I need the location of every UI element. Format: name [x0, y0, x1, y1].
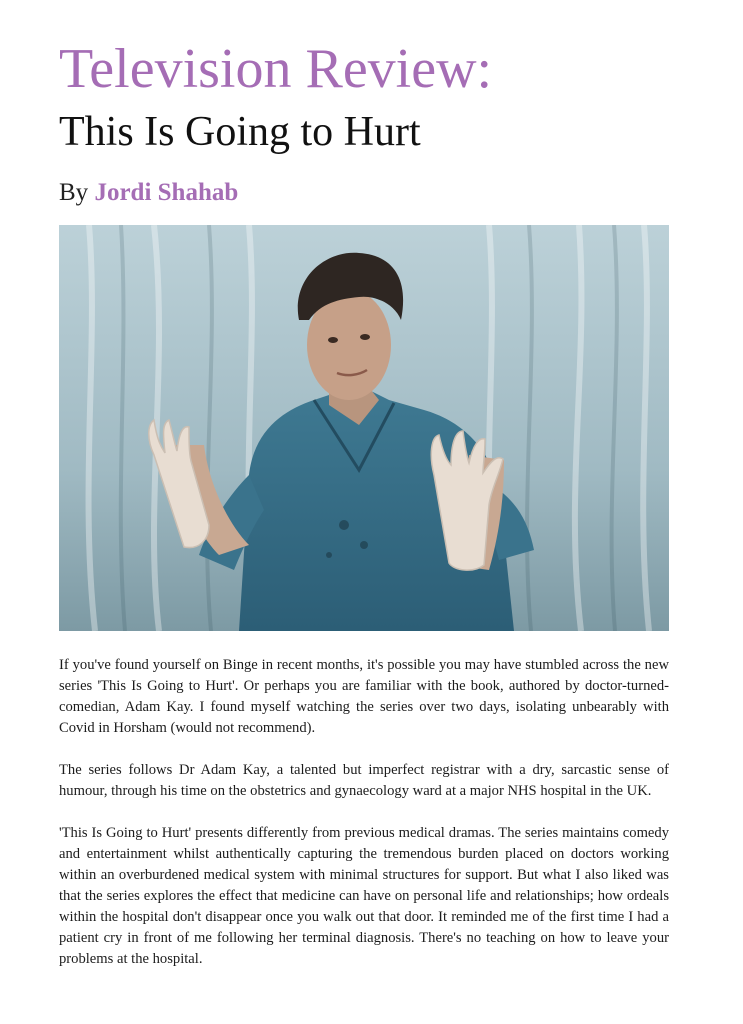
hero-image — [59, 225, 669, 631]
hero-illustration — [59, 225, 669, 631]
article-kicker: Television Review: — [59, 38, 493, 100]
paragraph-2: The series follows Dr Adam Kay, a talented but imperfect registrar with a dry, sarcastic sense of humour, through his time on the obstetrics and gynaecology ward at a major NHS hospital in the UK. — [59, 762, 669, 799]
author-name: Jordi Shahab — [94, 179, 239, 206]
paragraph-1: If you've found yourself on Binge in recent months, it's possible you may have stumbled across the new series 'This Is Going to Hurt'. Or perhaps you are familiar with the book, authored by doctor-turned-comedian, Adam Kay. I found myself watching the series over two days, isolating unbearably with Covid in Horsham (would not recommend). — [59, 657, 669, 736]
article-body — [59, 655, 669, 991]
byline — [59, 175, 238, 211]
byline-prefix: By — [59, 179, 89, 206]
paragraph-3: 'This Is Going to Hurt' presents differently from previous medical dramas. The series maintains comedy and entertainment whilst authentically capturing the tremendous burden placed on doctors working within an overburdened medical system with minimal structures for support. But what I also liked was that the series explores the effect that medicine can have on personal life and relationships; how ordeals within the hospital don't disappear once you walk out that door. It reminded me of the first time I had a patient cry in front of me following her terminal diagnosis. There's no teaching on how to leave your problems at the hospital. — [59, 825, 669, 967]
article-title: This Is Going to Hurt — [59, 109, 421, 155]
